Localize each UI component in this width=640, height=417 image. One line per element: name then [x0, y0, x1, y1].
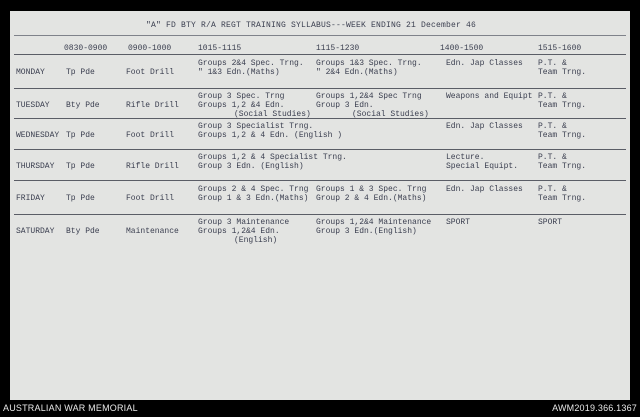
cell-text: Team Trng. [538, 68, 587, 77]
cell-text: Rifle Drill [126, 101, 179, 110]
column-header: 0900-1000 [128, 44, 172, 53]
cell-text: Foot Drill [126, 68, 175, 77]
day-label: WEDNESDAY [16, 131, 60, 140]
cell-text: Group 3 Edn. (English) [198, 162, 304, 171]
day-label: SATURDAY [16, 227, 55, 236]
cell-text: Weapons and Equipt [446, 92, 533, 101]
cell-text: (English) [234, 236, 278, 245]
cell-text: Lecture. [446, 153, 485, 162]
archive-credit: AUSTRALIAN WAR MEMORIAL [3, 403, 138, 413]
cell-text: Edn. Jap Classes [446, 185, 523, 194]
cell-text: Bty Pde [66, 101, 100, 110]
cell-text: Group 3 Specialist Trng. [198, 122, 314, 131]
cell-text: Edn. Jap Classes [446, 122, 523, 131]
cell-text: Groups 1,2 & 4 Specialist Trng. [198, 153, 347, 162]
cell-text: Rifle Drill [126, 162, 179, 171]
cell-text: Team Trng. [538, 162, 587, 171]
title-underline [14, 35, 626, 36]
cell-text: Groups 1,2&4 Spec Trng [316, 92, 422, 101]
column-header: 0830-0900 [64, 44, 108, 53]
cell-text: Groups 1,2&4 Edn. [198, 227, 280, 236]
cell-text: (Social Studies) [352, 110, 429, 119]
day-label: THURSDAY [16, 162, 55, 171]
cell-text: P.T. & [538, 185, 567, 194]
cell-text: (Social Studies) [234, 110, 311, 119]
cell-text: " 2&4 Edn.(Maths) [316, 68, 398, 77]
cell-text: Groups 1,2 &4 Edn. [198, 101, 285, 110]
cell-text: SPORT [538, 218, 563, 227]
cell-text: Groups 1,2 & 4 Edn. (English ) [198, 131, 343, 140]
cell-text: P.T. & [538, 59, 567, 68]
row-divider [14, 180, 626, 181]
cell-text: Team Trng. [538, 194, 587, 203]
cell-text: P.T. & [538, 122, 567, 131]
cell-text: Tp Pde [66, 162, 95, 171]
cell-text: Group 1 & 3 Edn.(Maths) [198, 194, 309, 203]
cell-text: P.T. & [538, 153, 567, 162]
cell-text: Group 3 Edn.(English) [316, 227, 417, 236]
cell-text: Groups 1,2&4 Maintenance [316, 218, 432, 227]
column-header: 1115-1230 [316, 44, 360, 53]
document-page [10, 11, 630, 400]
document-title: "A" FD BTY R/A REGT TRAINING SYLLABUS---WEEK ENDING 21 December 46 [146, 21, 477, 30]
cell-text: Group 3 Spec. Trng [198, 92, 285, 101]
cell-text: " 1&3 Edn.(Maths) [198, 68, 280, 77]
cell-text: Team Trng. [538, 101, 587, 110]
cell-text: Groups 2 & 4 Spec. Trng [198, 185, 309, 194]
cell-text: Groups 1 & 3 Spec. Trng [316, 185, 427, 194]
cell-text: Tp Pde [66, 68, 95, 77]
column-header: 1400-1500 [440, 44, 484, 53]
cell-text: SPORT [446, 218, 471, 227]
cell-text: Group 3 Edn. [316, 101, 374, 110]
column-header: 1515-1600 [538, 44, 582, 53]
column-header: 1015-1115 [198, 44, 242, 53]
cell-text: Edn. Jap Classes [446, 59, 523, 68]
cell-text: Tp Pde [66, 131, 95, 140]
archive-id: AWM2019.366.1367 [552, 403, 637, 413]
cell-text: Group 3 Maintenance [198, 218, 290, 227]
row-divider [14, 88, 626, 89]
cell-text: Groups 1&3 Spec. Trng. [316, 59, 422, 68]
cell-text: Groups 2&4 Spec. Trng. [198, 59, 304, 68]
cell-text: Maintenance [126, 227, 179, 236]
row-divider [14, 149, 626, 150]
day-label: TUESDAY [16, 101, 50, 110]
cell-text: Special Equipt. [446, 162, 519, 171]
cell-text: Bty Pde [66, 227, 100, 236]
cell-text: Foot Drill [126, 194, 175, 203]
cell-text: Group 2 & 4 Edn.(Maths) [316, 194, 427, 203]
cell-text: P.T. & [538, 92, 567, 101]
cell-text: Foot Drill [126, 131, 175, 140]
day-label: MONDAY [16, 68, 45, 77]
table-rule [14, 54, 626, 55]
day-label: FRIDAY [16, 194, 45, 203]
cell-text: Team Trng. [538, 131, 587, 140]
row-divider [14, 214, 626, 215]
cell-text: Tp Pde [66, 194, 95, 203]
row-divider [14, 118, 626, 119]
